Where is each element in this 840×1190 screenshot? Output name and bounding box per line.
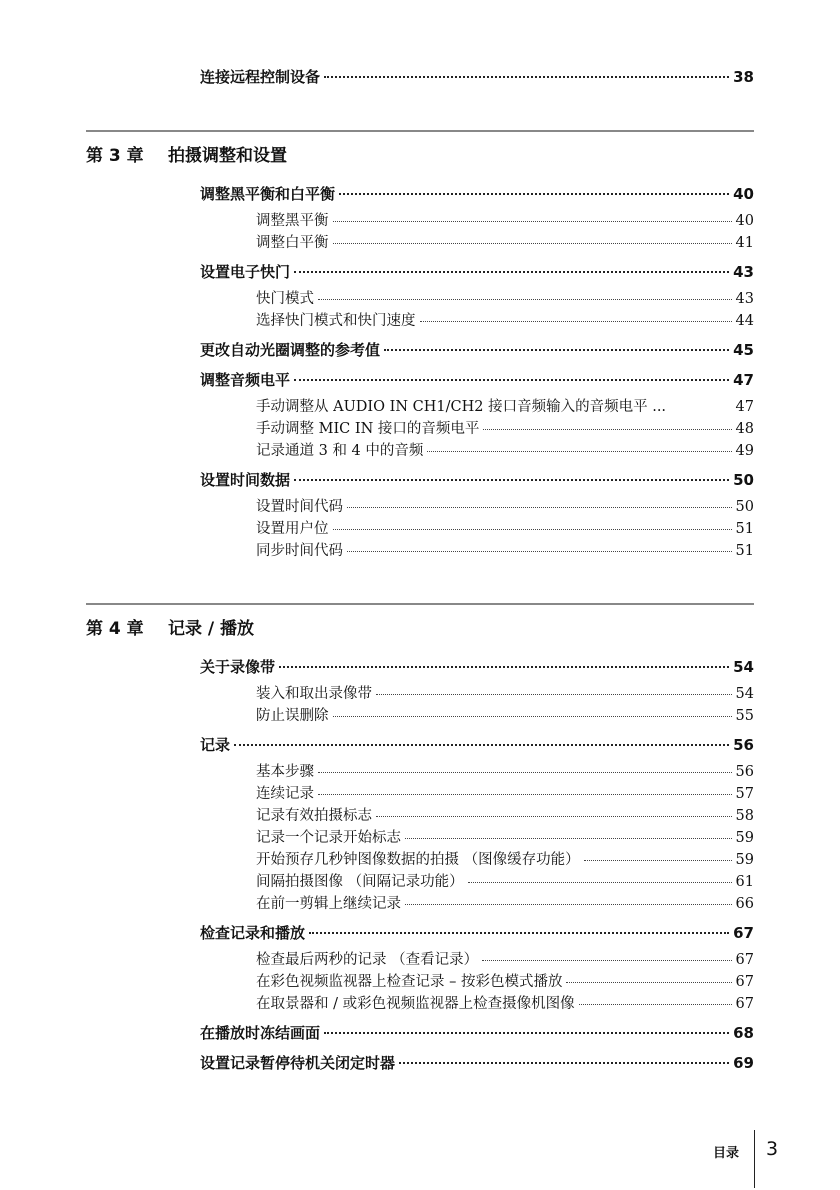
toc-subentry-title: 检查最后两秒的记录 （查看记录） [256, 952, 479, 968]
toc-subentry[interactable] [256, 309, 754, 329]
leader-dots [294, 479, 729, 481]
leader-dots [399, 1062, 729, 1064]
toc-subentry[interactable] [256, 495, 754, 515]
leader-dots [405, 838, 732, 839]
toc-subentry-title: 调整白平衡 [256, 235, 329, 251]
chapter-number: 第 4 章 [86, 619, 144, 639]
toc-subentry[interactable] [256, 539, 754, 559]
toc-subentry[interactable] [256, 760, 754, 780]
toc-entry-title: 更改自动光圈调整的参考值 [200, 341, 381, 359]
footer-page-number: 3 [766, 1138, 779, 1160]
chapter-heading [86, 141, 287, 166]
toc-subentry-title: 记录一个记录开始标志 [256, 830, 401, 846]
toc-subentry-title: 间隔拍摄图像 （间隔记录功能） [256, 874, 464, 890]
toc-subentry-title: 快门模式 [256, 291, 314, 307]
toc-subentry-title: 记录有效拍摄标志 [256, 808, 372, 824]
toc-subentry-title: 同步时间代码 [256, 543, 343, 559]
leader-dots [347, 551, 732, 552]
toc-entry[interactable] [200, 66, 754, 88]
toc-entry[interactable] [200, 469, 754, 491]
leader-dots [405, 904, 732, 905]
toc-subentry-title: 防止误删除 [256, 708, 329, 724]
toc-subentry[interactable] [256, 209, 754, 229]
toc-subentry-page: 67 [735, 952, 754, 968]
toc-subentry-title: 手动调整 MIC IN 接口的音频电平 [256, 421, 480, 437]
toc-subentry-page: 57 [735, 786, 754, 802]
toc-subentry-page: 54 [735, 686, 754, 702]
toc-entry[interactable] [200, 1022, 754, 1044]
toc-subentry-title: 设置用户位 [256, 521, 329, 537]
toc-entry[interactable] [200, 1052, 754, 1074]
leader-dots [318, 299, 732, 300]
leader-dots [318, 794, 732, 795]
leader-dots [333, 243, 732, 244]
leader-dots [234, 744, 729, 746]
toc-subentry-page: 59 [735, 852, 754, 868]
toc-subentry-title: 手动调整从 AUDIO IN CH1/CH2 接口音频输入的音频电平 ... [256, 399, 667, 415]
toc-subentry[interactable] [256, 395, 754, 415]
chapter-title: 拍摄调整和设置 [168, 146, 287, 166]
toc-subentry-title: 连续记录 [256, 786, 314, 802]
leader-dots [584, 860, 732, 861]
leader-dots [294, 379, 729, 381]
chapter-divider [86, 603, 754, 605]
toc-subentry-page: 43 [735, 291, 754, 307]
toc-subentry-page: 66 [735, 896, 754, 912]
toc-subentry-title: 调整黑平衡 [256, 213, 329, 229]
leader-dots [482, 960, 731, 961]
toc-entry-page: 47 [733, 371, 754, 389]
toc-subentry-page: 47 [735, 399, 754, 415]
leader-dots [376, 694, 732, 695]
toc-subentry[interactable] [256, 970, 754, 990]
toc-entry-title: 设置时间数据 [200, 471, 291, 489]
leader-dots [420, 321, 732, 322]
toc-subentry[interactable] [256, 804, 754, 824]
leader-dots [376, 816, 732, 817]
toc-entry-page: 45 [733, 341, 754, 359]
toc-subentry-page: 50 [735, 499, 754, 515]
toc-subentry-page: 55 [735, 708, 754, 724]
toc-subentry[interactable] [256, 439, 754, 459]
leader-dots [333, 716, 732, 717]
toc-subentry-page: 51 [735, 521, 754, 537]
chapter-heading [86, 614, 254, 639]
leader-dots [333, 221, 732, 222]
toc-subentry[interactable] [256, 287, 754, 307]
toc-entry-page: 40 [733, 185, 754, 203]
toc-subentry-title: 在彩色视频监视器上检查记录 – 按彩色模式播放 [256, 974, 563, 990]
toc-entry[interactable] [200, 656, 754, 678]
toc-entry-title: 设置电子快门 [200, 263, 291, 281]
leader-dots [294, 271, 729, 273]
toc-entry-title: 在播放时冻结画面 [200, 1024, 321, 1042]
toc-subentry-title: 开始预存几秒钟图像数据的拍摄 （图像缓存功能） [256, 852, 580, 868]
toc-entry-title: 连接远程控制设备 [200, 68, 321, 86]
toc-subentry-page: 48 [735, 421, 754, 437]
toc-subentry-title: 记录通道 3 和 4 中的音频 [256, 443, 424, 459]
toc-subentry-page: 41 [735, 235, 754, 251]
chapter-title: 记录 / 播放 [168, 619, 255, 639]
toc-subentry[interactable] [256, 682, 754, 702]
toc-entry[interactable] [200, 922, 754, 944]
toc-entry-page: 38 [733, 68, 754, 86]
chapter-divider [86, 130, 754, 132]
toc-subentry-title: 在取景器和 / 或彩色视频监视器上检查摄像机图像 [256, 996, 575, 1012]
toc-subentry-title: 基本步骤 [256, 764, 314, 780]
toc-entry-title: 关于录像带 [200, 658, 276, 676]
toc-subentry[interactable] [256, 870, 754, 890]
leader-dots [279, 666, 729, 668]
leader-dots [347, 507, 732, 508]
toc-subentry[interactable] [256, 892, 754, 912]
leader-dots [339, 193, 729, 195]
toc-subentry-page: 67 [735, 974, 754, 990]
toc-entry-title: 设置记录暂停待机关闭定时器 [200, 1054, 396, 1072]
toc-subentry-title: 设置时间代码 [256, 499, 343, 515]
leader-dots [384, 349, 729, 351]
toc-subentry-page: 59 [735, 830, 754, 846]
toc-subentry-title: 选择快门模式和快门速度 [256, 313, 416, 329]
toc-entry[interactable] [200, 339, 754, 361]
toc-entry-page: 69 [733, 1054, 754, 1072]
toc-subentry[interactable] [256, 992, 754, 1012]
toc-subentry[interactable] [256, 826, 754, 846]
toc-subentry-page: 56 [735, 764, 754, 780]
toc-subentry[interactable] [256, 948, 754, 968]
leader-dots [318, 772, 732, 773]
toc-entry[interactable] [200, 369, 754, 391]
toc-entry-page: 54 [733, 658, 754, 676]
toc-subentry-title: 在前一剪辑上继续记录 [256, 896, 401, 912]
leader-dots [579, 1004, 732, 1005]
leader-dots [324, 76, 729, 78]
toc-entry-page: 68 [733, 1024, 754, 1042]
toc-entry-page: 43 [733, 263, 754, 281]
toc-subentry[interactable] [256, 231, 754, 251]
leader-dots [468, 882, 732, 883]
toc-subentry-page: 51 [735, 543, 754, 559]
toc-entry-title: 调整黑平衡和白平衡 [200, 185, 336, 203]
toc-entry-title: 调整音频电平 [200, 371, 291, 389]
toc-subentry[interactable] [256, 848, 754, 868]
footer-section-label: 目录 [713, 1146, 740, 1161]
leader-dots [324, 1032, 729, 1034]
toc-entry[interactable] [200, 734, 754, 756]
toc-subentry-page: 40 [735, 213, 754, 229]
toc-entry-page: 50 [733, 471, 754, 489]
leader-dots [309, 932, 729, 934]
toc-subentry[interactable] [256, 704, 754, 724]
toc-subentry[interactable] [256, 782, 754, 802]
toc-subentry-page: 67 [735, 996, 754, 1012]
toc-subentry-page: 44 [735, 313, 754, 329]
toc-entry-title: 检查记录和播放 [200, 924, 306, 942]
toc-entry-page: 67 [733, 924, 754, 942]
toc-subentry-page: 61 [735, 874, 754, 890]
toc-subentry[interactable] [256, 517, 754, 537]
leader-dots [333, 529, 732, 530]
toc-subentry-page: 49 [735, 443, 754, 459]
chapter-number: 第 3 章 [86, 146, 144, 166]
toc-entry[interactable] [200, 261, 754, 283]
leader-dots [427, 451, 731, 452]
toc-subentry[interactable] [256, 417, 754, 437]
toc-entry[interactable] [200, 183, 754, 205]
leader-dots [566, 982, 731, 983]
toc-subentry-page: 58 [735, 808, 754, 824]
footer-divider [754, 1130, 755, 1188]
toc-entry-title: 记录 [200, 736, 231, 754]
toc-entry-page: 56 [733, 736, 754, 754]
toc-subentry-title: 装入和取出录像带 [256, 686, 372, 702]
leader-dots [483, 429, 731, 430]
